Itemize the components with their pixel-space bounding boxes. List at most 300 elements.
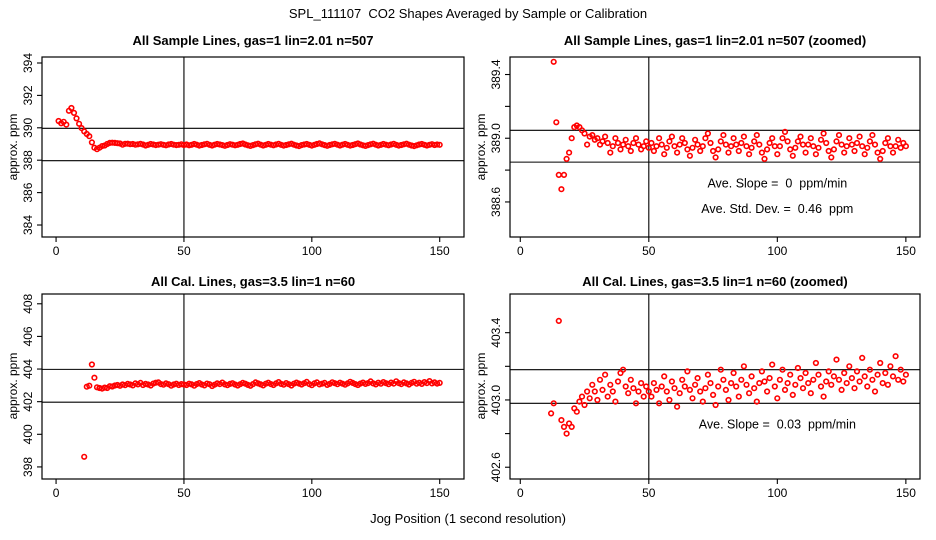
data-point: [665, 389, 670, 394]
x-tick-label: 100: [301, 486, 322, 500]
data-point: [791, 393, 796, 398]
data-point: [711, 149, 716, 154]
data-point: [749, 374, 754, 379]
data-point: [888, 144, 893, 149]
data-point: [857, 379, 862, 384]
data-point: [90, 362, 95, 367]
data-point: [793, 383, 798, 388]
x-tick-label: 50: [177, 244, 191, 258]
data-point: [575, 409, 580, 414]
data-point: [783, 388, 788, 393]
data-point: [862, 374, 867, 379]
data-point: [582, 131, 587, 136]
data-point: [816, 372, 821, 377]
data-point: [778, 144, 783, 149]
data-point: [814, 152, 819, 157]
annotation: Ave. Slope = 0.03 ppm/min: [698, 417, 856, 432]
data-point: [775, 152, 780, 157]
data-point: [904, 144, 909, 149]
data-point: [829, 155, 834, 160]
data-point: [811, 378, 816, 383]
data-point: [675, 404, 680, 409]
x-tick-label: 150: [895, 486, 916, 500]
data-point: [788, 147, 793, 152]
data-point: [600, 388, 605, 393]
data-point: [744, 144, 749, 149]
data-point: [644, 139, 649, 144]
data-point: [567, 150, 572, 155]
data-point: [796, 139, 801, 144]
data-point: [757, 381, 762, 386]
data-point: [767, 141, 772, 146]
data-point: [613, 399, 618, 404]
data-point: [896, 138, 901, 143]
data-point: [605, 394, 610, 399]
data-point: [608, 383, 613, 388]
data-point: [690, 396, 695, 401]
data-point: [839, 142, 844, 147]
data-point: [693, 383, 698, 388]
data-point: [850, 142, 855, 147]
data-point: [701, 399, 706, 404]
data-point: [703, 136, 708, 141]
data-point: [731, 136, 736, 141]
data-point: [803, 371, 808, 376]
data-point: [724, 388, 729, 393]
data-point: [785, 381, 790, 386]
cal-points: [82, 362, 442, 459]
data-point: [901, 379, 906, 384]
data-point: [852, 149, 857, 154]
data-point: [739, 141, 744, 146]
data-point: [755, 133, 760, 138]
data-point: [688, 388, 693, 393]
data-point: [721, 133, 726, 138]
x-tick-label: 50: [642, 486, 656, 500]
panel-top-right: [489, 57, 920, 258]
data-point: [713, 403, 718, 408]
data-point: [809, 391, 814, 396]
data-point: [819, 138, 824, 143]
y-tick-label: 400: [21, 424, 35, 445]
data-point: [734, 384, 739, 389]
data-point: [780, 136, 785, 141]
data-point: [737, 149, 742, 154]
data-point: [685, 369, 690, 374]
data-point: [865, 384, 870, 389]
data-point: [744, 383, 749, 388]
data-point: [683, 141, 688, 146]
data-point: [662, 374, 667, 379]
data-point: [677, 142, 682, 147]
data-point: [855, 369, 860, 374]
annotation: Ave. Slope = 0 ppm/min: [707, 176, 848, 191]
y-tick-label: 386: [21, 182, 35, 203]
y-tick-label: 403.0: [489, 384, 503, 415]
data-point: [626, 391, 631, 396]
data-point: [824, 141, 829, 146]
data-point: [760, 369, 765, 374]
data-point: [724, 142, 729, 147]
data-point: [680, 136, 685, 141]
data-point: [747, 152, 752, 157]
data-point: [721, 378, 726, 383]
data-point: [598, 378, 603, 383]
data-point: [569, 136, 574, 141]
data-point: [693, 138, 698, 143]
sample-points: [551, 60, 908, 192]
data-point: [580, 394, 585, 399]
data-point: [847, 364, 852, 369]
data-point: [672, 144, 677, 149]
data-point: [878, 157, 883, 162]
data-point: [698, 389, 703, 394]
data-point: [611, 389, 616, 394]
data-point: [644, 384, 649, 389]
data-point: [677, 391, 682, 396]
data-point: [880, 381, 885, 386]
data-point: [652, 149, 657, 154]
data-point: [680, 378, 685, 383]
data-point: [564, 431, 569, 436]
data-point: [819, 384, 824, 389]
y-tick-label: 388: [21, 150, 35, 171]
data-point: [868, 139, 873, 144]
panel-title-bottom-left: All Cal. Lines, gas=3.5 lin=1 n=60: [150, 274, 356, 289]
data-point: [844, 381, 849, 386]
data-point: [662, 152, 667, 157]
data-point: [564, 157, 569, 162]
data-point: [801, 142, 806, 147]
y-tick-label: 394: [21, 52, 35, 74]
data-point: [639, 381, 644, 386]
annotation: Ave. Std. Dev. = 0.46 ppm: [701, 202, 854, 217]
data-point: [582, 403, 587, 408]
data-point: [765, 389, 770, 394]
data-point: [626, 144, 631, 149]
plot-box: [510, 294, 920, 479]
data-point: [747, 391, 752, 396]
data-point: [801, 386, 806, 391]
data-point: [857, 134, 862, 139]
data-point: [713, 155, 718, 160]
data-point: [865, 146, 870, 151]
x-tick-label: 150: [895, 244, 916, 258]
data-point: [629, 378, 634, 383]
data-point: [875, 150, 880, 155]
data-point: [716, 384, 721, 389]
data-point: [667, 398, 672, 403]
data-point: [873, 389, 878, 394]
data-point: [878, 361, 883, 366]
y-tick-label: 384: [21, 214, 35, 236]
data-point: [654, 388, 659, 393]
data-point: [613, 136, 618, 141]
x-tick-label: 0: [52, 486, 60, 500]
data-point: [806, 142, 811, 147]
data-point: [791, 154, 796, 159]
data-point: [690, 146, 695, 151]
x-tick-label: 100: [767, 244, 788, 258]
panel-top-left: [21, 53, 464, 258]
data-point: [703, 386, 708, 391]
data-point: [701, 144, 706, 149]
y-axis-label-bottom-left: approx. ppm: [6, 352, 20, 420]
data-point: [585, 389, 590, 394]
data-point: [860, 356, 865, 361]
data-point: [806, 381, 811, 386]
data-point: [737, 394, 742, 399]
data-point: [685, 147, 690, 152]
data-point: [847, 136, 852, 141]
data-point: [605, 141, 610, 146]
data-point: [778, 378, 783, 383]
data-point: [775, 396, 780, 401]
data-point: [811, 144, 816, 149]
data-point: [834, 139, 839, 144]
data-point: [855, 141, 860, 146]
data-point: [569, 425, 574, 430]
data-point: [695, 376, 700, 381]
data-point: [880, 149, 885, 154]
data-point: [770, 362, 775, 367]
data-point: [654, 144, 659, 149]
x-tick-label: 150: [429, 244, 450, 258]
data-point: [562, 173, 567, 178]
data-point: [603, 372, 608, 377]
data-point: [649, 394, 654, 399]
data-point: [796, 366, 801, 371]
data-point: [729, 381, 734, 386]
x-tick-label: 150: [429, 486, 450, 500]
data-point: [886, 383, 891, 388]
data-point: [842, 150, 847, 155]
data-point: [616, 141, 621, 146]
data-point: [832, 374, 837, 379]
data-point: [832, 147, 837, 152]
data-point: [634, 136, 639, 141]
data-point: [695, 142, 700, 147]
x-tick-label: 0: [516, 486, 524, 500]
data-point: [603, 134, 608, 139]
data-point: [893, 144, 898, 149]
data-point: [652, 381, 657, 386]
data-point: [611, 144, 616, 149]
y-tick-label: 389.0: [489, 123, 503, 154]
data-point: [793, 146, 798, 151]
data-point: [551, 60, 556, 65]
data-point: [829, 383, 834, 388]
data-point: [593, 389, 598, 394]
data-point: [708, 141, 713, 146]
data-point: [798, 134, 803, 139]
data-point: [883, 371, 888, 376]
data-point: [726, 398, 731, 403]
data-point: [783, 130, 788, 135]
data-point: [814, 361, 819, 366]
data-point: [888, 364, 893, 369]
x-tick-label: 50: [642, 244, 656, 258]
data-point: [870, 133, 875, 138]
data-point: [559, 418, 564, 423]
y-tick-label: 388.6: [489, 186, 503, 217]
data-point: [752, 386, 757, 391]
y-tick-label: 402: [21, 391, 35, 412]
data-point: [742, 364, 747, 369]
panel-title-bottom-right: All Cal. Lines, gas=3.5 lin=1 n=60 (zoomed): [582, 274, 848, 289]
data-point: [657, 136, 662, 141]
data-point: [749, 146, 754, 151]
data-point: [554, 120, 559, 125]
data-point: [72, 111, 77, 116]
data-point: [870, 378, 875, 383]
x-tick-label: 100: [301, 244, 322, 258]
data-point: [557, 319, 562, 324]
data-point: [562, 425, 567, 430]
data-point: [618, 147, 623, 152]
data-point: [706, 372, 711, 377]
data-point: [762, 379, 767, 384]
x-tick-label: 0: [516, 244, 524, 258]
y-axis-label-top-right: approx. ppm: [474, 113, 488, 181]
data-point: [672, 386, 677, 391]
data-point: [665, 146, 670, 151]
data-point: [698, 149, 703, 154]
data-point: [590, 383, 595, 388]
data-point: [82, 455, 87, 460]
data-point: [649, 141, 654, 146]
data-point: [74, 116, 79, 121]
data-point: [891, 150, 896, 155]
x-axis-label: Jog Position (1 second resolution): [370, 511, 566, 526]
data-point: [883, 141, 888, 146]
data-point: [600, 139, 605, 144]
data-point: [785, 139, 790, 144]
data-point: [862, 152, 867, 157]
data-point: [852, 386, 857, 391]
data-point: [742, 134, 747, 139]
data-point: [837, 133, 842, 138]
y-tick-label: 408: [21, 293, 35, 314]
data-point: [90, 140, 95, 145]
data-point: [886, 136, 891, 141]
data-point: [739, 378, 744, 383]
panel-bottom-left: [21, 293, 464, 500]
data-point: [719, 139, 724, 144]
data-point: [898, 146, 903, 151]
data-point: [873, 142, 878, 147]
data-point: [821, 131, 826, 136]
data-point: [839, 388, 844, 393]
data-point: [731, 371, 736, 376]
data-point: [767, 376, 772, 381]
data-point: [816, 146, 821, 151]
data-point: [773, 144, 778, 149]
data-point: [904, 372, 909, 377]
data-point: [577, 399, 582, 404]
data-point: [842, 371, 847, 376]
data-point: [826, 149, 831, 154]
data-point: [587, 396, 592, 401]
data-point: [621, 142, 626, 147]
y-axis-label-bottom-right: approx. ppm: [474, 352, 488, 420]
y-tick-label: 406: [21, 326, 35, 347]
data-point: [631, 141, 636, 146]
y-tick-label: 392: [21, 85, 35, 106]
data-point: [631, 386, 636, 391]
data-point: [641, 144, 646, 149]
data-point: [803, 150, 808, 155]
data-point: [752, 139, 757, 144]
data-point: [891, 374, 896, 379]
data-point: [585, 142, 590, 147]
data-point: [706, 131, 711, 136]
data-point: [87, 134, 92, 139]
panel-bottom-right: [489, 294, 920, 500]
data-point: [659, 142, 664, 147]
data-point: [595, 398, 600, 403]
data-point: [623, 384, 628, 389]
data-point: [629, 149, 634, 154]
data-point: [670, 134, 675, 139]
data-point: [773, 384, 778, 389]
x-tick-label: 50: [177, 486, 191, 500]
data-point: [659, 384, 664, 389]
y-tick-label: 404: [21, 359, 35, 380]
y-tick-label: 398: [21, 456, 35, 477]
data-point: [688, 154, 693, 159]
data-point: [821, 394, 826, 399]
main-title: SPL_111107 CO2 Shapes Averaged by Sample or Calibration: [288, 6, 648, 21]
data-point: [834, 357, 839, 362]
data-point: [765, 147, 770, 152]
data-point: [726, 150, 731, 155]
data-point: [641, 394, 646, 399]
y-tick-label: 390: [21, 117, 36, 138]
data-point: [860, 144, 865, 149]
y-tick-label: 402.6: [489, 452, 503, 483]
y-axis-label-top-left: approx. ppm: [6, 113, 20, 181]
data-point: [549, 411, 554, 416]
data-point: [708, 381, 713, 386]
data-point: [788, 372, 793, 377]
x-tick-label: 100: [767, 486, 788, 500]
data-point: [559, 187, 564, 192]
data-point: [755, 399, 760, 404]
data-point: [636, 389, 641, 394]
data-point: [69, 106, 74, 111]
data-point: [557, 173, 562, 178]
data-point: [623, 138, 628, 143]
data-point: [824, 379, 829, 384]
data-point: [809, 136, 814, 141]
data-point: [844, 144, 849, 149]
data-point: [667, 139, 672, 144]
data-point: [896, 378, 901, 383]
data-point: [729, 144, 734, 149]
data-point: [798, 376, 803, 381]
y-tick-label: 403.4: [489, 317, 503, 348]
data-point: [757, 142, 762, 147]
data-point: [826, 369, 831, 374]
data-point: [837, 378, 842, 383]
y-tick-label: 389.4: [489, 59, 503, 90]
x-tick-label: 0: [52, 244, 60, 258]
data-point: [64, 122, 69, 127]
data-point: [762, 157, 767, 162]
data-point: [608, 150, 613, 155]
data-point: [636, 142, 641, 147]
